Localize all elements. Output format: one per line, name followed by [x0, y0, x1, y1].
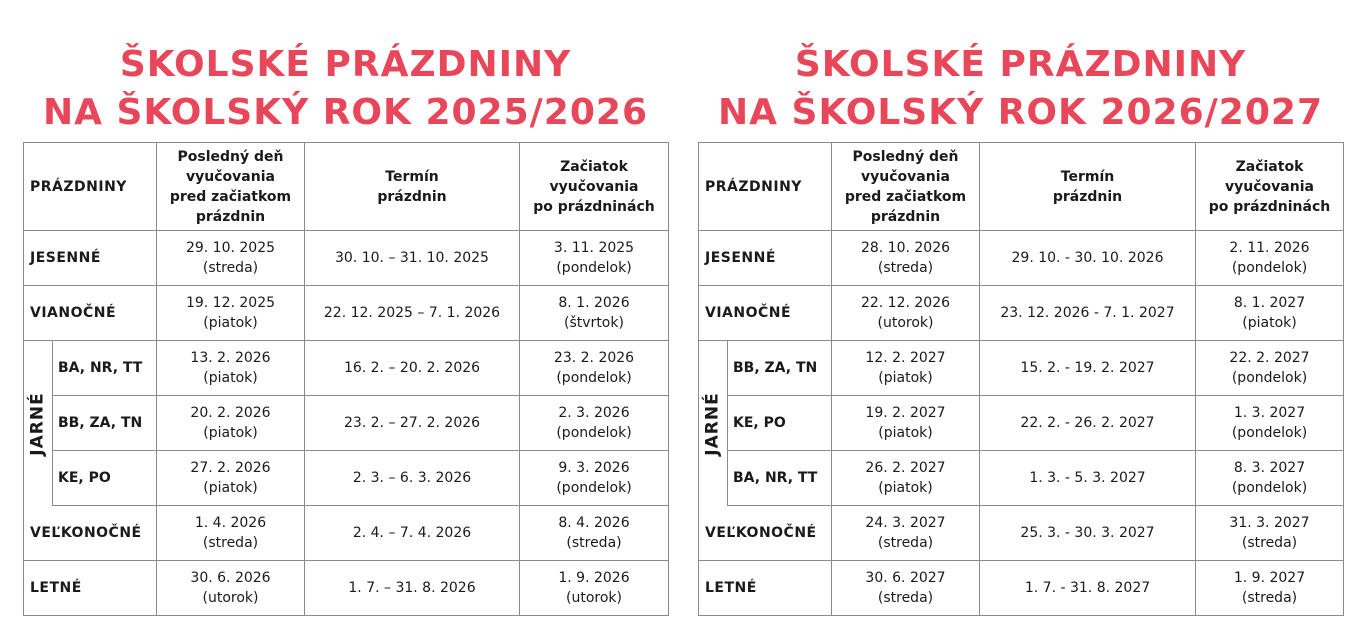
- header-last-day: Posledný deň vyučovania pred začiatkom prázdnin: [832, 143, 980, 231]
- row-name: LETNÉ: [699, 561, 832, 616]
- row-term: 30. 10. – 31. 10. 2025: [305, 231, 520, 286]
- row-term: 23. 2. – 27. 2. 2026: [305, 396, 520, 451]
- row-name: KE, PO: [24, 451, 157, 506]
- row-start: 1. 3. 2027 (pondelok): [1196, 396, 1344, 451]
- table-row: [24, 231, 669, 286]
- holiday-table: [698, 142, 1344, 616]
- table-row: [24, 341, 669, 396]
- row-start: 22. 2. 2027 (pondelok): [1196, 341, 1344, 396]
- row-last-day: 24. 3. 2027 (streda): [832, 506, 980, 561]
- header-term: Termín prázdnin: [980, 143, 1196, 231]
- row-name: VEĽKONOČNÉ: [24, 506, 157, 561]
- row-start: 8. 4. 2026 (streda): [520, 506, 669, 561]
- table-row: [24, 451, 669, 506]
- row-term: 2. 3. – 6. 3. 2026: [305, 451, 520, 506]
- row-last-day: 30. 6. 2026 (utorok): [157, 561, 305, 616]
- row-last-day: 19. 12. 2025 (piatok): [157, 286, 305, 341]
- row-last-day: 22. 12. 2026 (utorok): [832, 286, 980, 341]
- table-row: [24, 396, 669, 451]
- jarne-label-cell: [24, 341, 53, 506]
- row-name: KE, PO: [699, 396, 832, 451]
- row-name: JESENNÉ: [24, 231, 157, 286]
- header-last-day: Posledný deň vyučovania pred začiatkom prázdnin: [157, 143, 305, 231]
- row-name: BB, ZA, TN: [24, 396, 157, 451]
- row-start: 8. 1. 2027 (piatok): [1196, 286, 1344, 341]
- panel-title-line1: ŠKOLSKÉ PRÁZDNINY: [119, 44, 572, 85]
- table-row: [699, 506, 1344, 561]
- row-name: VEĽKONOČNÉ: [699, 506, 832, 561]
- row-term: 29. 10. - 30. 10. 2026: [980, 231, 1196, 286]
- row-last-day: 19. 2. 2027 (piatok): [832, 396, 980, 451]
- row-last-day: 1. 4. 2026 (streda): [157, 506, 305, 561]
- row-name: BA, NR, TT: [699, 451, 832, 506]
- row-name: LETNÉ: [24, 561, 157, 616]
- row-start: 1. 9. 2027 (streda): [1196, 561, 1344, 616]
- row-name: JARNÉ BA, NR, TT: [24, 341, 157, 396]
- row-start: 31. 3. 2027 (streda): [1196, 506, 1344, 561]
- header-start: Začiatok vyučovania po prázdninách: [520, 143, 669, 231]
- row-last-day: 20. 2. 2026 (piatok): [157, 396, 305, 451]
- header-term: Termín prázdnin: [305, 143, 520, 231]
- jarne-label: JARNÉ: [28, 391, 49, 456]
- table-row: [699, 561, 1344, 616]
- table-row: [699, 286, 1344, 341]
- table-row: [24, 561, 669, 616]
- row-start: 8. 3. 2027 (pondelok): [1196, 451, 1344, 506]
- row-name: JESENNÉ: [699, 231, 832, 286]
- row-start: 2. 3. 2026 (pondelok): [520, 396, 669, 451]
- table-row: [24, 506, 669, 561]
- row-name: JARNÉ BB, ZA, TN: [699, 341, 832, 396]
- holiday-table: [23, 142, 669, 616]
- row-last-day: 29. 10. 2025 (streda): [157, 231, 305, 286]
- row-term: 23. 12. 2026 - 7. 1. 2027: [980, 286, 1196, 341]
- row-last-day: 30. 6. 2027 (streda): [832, 561, 980, 616]
- row-last-day: 27. 2. 2026 (piatok): [157, 451, 305, 506]
- row-term: 1. 7. - 31. 8. 2027: [980, 561, 1196, 616]
- panel-title-line2: NA ŠKOLSKÝ ROK 2026/2027: [718, 92, 1323, 133]
- header-start: Začiatok vyučovania po prázdninách: [1196, 143, 1344, 231]
- row-last-day: 12. 2. 2027 (piatok): [832, 341, 980, 396]
- row-start: 2. 11. 2026 (pondelok): [1196, 231, 1344, 286]
- row-name: VIANOČNÉ: [699, 286, 832, 341]
- header-holidays: PRÁZDNINY: [24, 143, 157, 231]
- row-term: 16. 2. – 20. 2. 2026: [305, 341, 520, 396]
- row-start: 1. 9. 2026 (utorok): [520, 561, 669, 616]
- row-name: VIANOČNÉ: [24, 286, 157, 341]
- row-term: 1. 7. – 31. 8. 2026: [305, 561, 520, 616]
- row-term: 25. 3. - 30. 3. 2027: [980, 506, 1196, 561]
- row-term: 15. 2. - 19. 2. 2027: [980, 341, 1196, 396]
- row-last-day: 28. 10. 2026 (streda): [832, 231, 980, 286]
- jarne-label: JARNÉ: [703, 391, 724, 456]
- row-start: 23. 2. 2026 (pondelok): [520, 341, 669, 396]
- jarne-label-cell: [699, 341, 728, 506]
- table-row: [699, 231, 1344, 286]
- table-row: [699, 396, 1344, 451]
- row-start: 3. 11. 2025 (pondelok): [520, 231, 669, 286]
- table-header-row: [24, 143, 669, 231]
- row-start: 8. 1. 2026 (štvrtok): [520, 286, 669, 341]
- panel-title-line2: NA ŠKOLSKÝ ROK 2025/2026: [43, 92, 648, 133]
- row-term: 2. 4. – 7. 4. 2026: [305, 506, 520, 561]
- row-start: 9. 3. 2026 (pondelok): [520, 451, 669, 506]
- header-holidays: PRÁZDNINY: [699, 143, 832, 231]
- table-header-row: [699, 143, 1344, 231]
- table-row: [699, 341, 1344, 396]
- row-term: 1. 3. - 5. 3. 2027: [980, 451, 1196, 506]
- row-term: 22. 2. - 26. 2. 2027: [980, 396, 1196, 451]
- table-row: [699, 451, 1344, 506]
- row-last-day: 13. 2. 2026 (piatok): [157, 341, 305, 396]
- row-last-day: 26. 2. 2027 (piatok): [832, 451, 980, 506]
- table-row: [24, 286, 669, 341]
- panel-title-line1: ŠKOLSKÉ PRÁZDNINY: [794, 44, 1247, 85]
- row-term: 22. 12. 2025 – 7. 1. 2026: [305, 286, 520, 341]
